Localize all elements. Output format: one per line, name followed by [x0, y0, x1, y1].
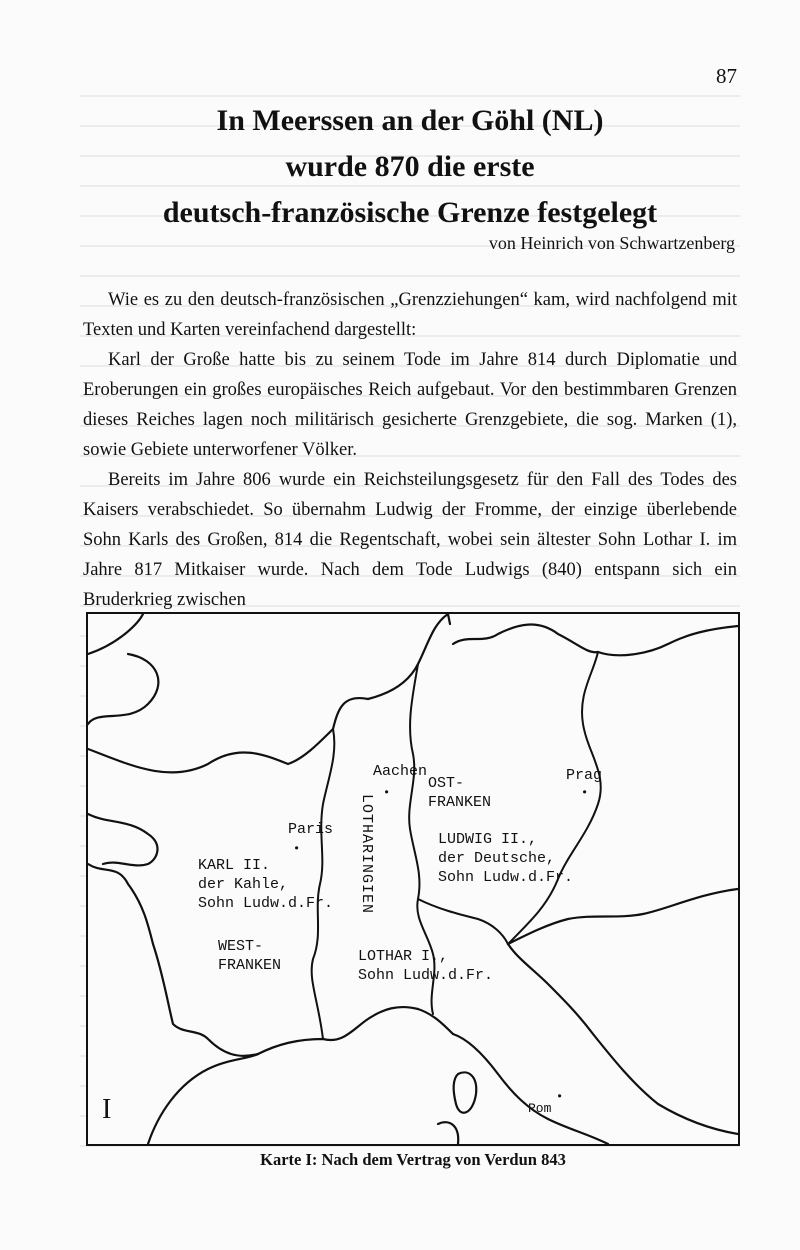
- city-rom-dot-icon: •: [556, 1090, 564, 1104]
- map-caption: Karte I: Nach dem Vertrag von Verdun 843: [260, 1150, 566, 1169]
- city-paris: Paris: [288, 821, 334, 838]
- adriatic-coast: [508, 889, 738, 944]
- sardinia: [438, 1122, 458, 1144]
- region-ludwig: LUDWIG II., der Deutsche, Sohn Ludw.d.Fr.: [438, 831, 574, 886]
- region-west-franken: WEST- FRANKEN: [218, 938, 282, 974]
- iberian-border: [148, 1054, 258, 1144]
- title-line-1: In Meerssen an der Göhl (NL): [216, 104, 604, 137]
- paragraph-1: Wie es zu den deutsch-französischen „Grenzziehungen“ kam, wird nachfolgend mit Texten und Karten vereinfachend dargestellt:: [83, 290, 737, 340]
- north-sea-coast: [88, 614, 158, 724]
- region-karl: KARL II. der Kahle, Sohn Ludw.d.Fr.: [198, 857, 334, 912]
- channel-coast: [88, 698, 368, 772]
- city-prag: Prag: [566, 767, 603, 784]
- map-numeral: I: [102, 1094, 112, 1125]
- corsica: [454, 1072, 477, 1112]
- title-line-3: deutsch-französische Grenze festgelegt: [162, 196, 658, 229]
- region-lothar: LOTHAR I., Sohn Ludw.d.Fr.: [358, 948, 494, 984]
- map-figure: [86, 612, 740, 1146]
- city-paris-dot-icon: •: [293, 842, 301, 856]
- region-ost-franken: OST- FRANKEN: [428, 775, 492, 811]
- brittany-coast: [88, 814, 157, 865]
- city-aachen-dot-icon: •: [383, 786, 391, 800]
- mediterranean-coast: [258, 1007, 453, 1054]
- region-lotharingien: LOTHARINGIEN: [358, 794, 375, 915]
- paragraph-2: Karl der Große hatte bis zu seinem Tode im Jahre 814 durch Diplomatie und Eroberungen ein großes europäisches Reich aufgebaut. Vor den bestimmbaren Grenzen dieses Reiches lagen noch militärisch gesicherte Grenzgebiete, die sog. Marken (1), sowie Gebiete unterworfener Völker.: [83, 350, 737, 460]
- city-prag-dot-icon: •: [581, 786, 589, 800]
- article-body: [83, 285, 737, 615]
- paragraph-3: Bereits im Jahre 806 wurde ein Reichsteilungsgesetz für den Fall des Todes des Kaisers verabschiedet. So übernahm Ludwig der Fromme, der einzige überlebende Sohn Karls des Großen, 814 die Regentschaft, wobei sein ältester Sohn Lothar I. im Jahre 817 Mitkaiser wurde. Nach dem Tode Ludwigs (840) entspann sich ein Bruderkrieg zwischen: [83, 470, 737, 610]
- border-italy: [418, 899, 508, 944]
- map-drawing: [88, 614, 738, 1144]
- title-line-2: wurde 870 die erste: [285, 150, 535, 183]
- city-aachen: Aachen: [373, 763, 428, 780]
- baltic-coast: [598, 626, 738, 655]
- city-rom: Rom: [528, 1101, 552, 1116]
- page-number: 87: [716, 64, 737, 88]
- article-title: [80, 98, 740, 236]
- danish-coast: [368, 614, 598, 699]
- author-byline: von Heinrich von Schwartzenberg: [488, 233, 735, 253]
